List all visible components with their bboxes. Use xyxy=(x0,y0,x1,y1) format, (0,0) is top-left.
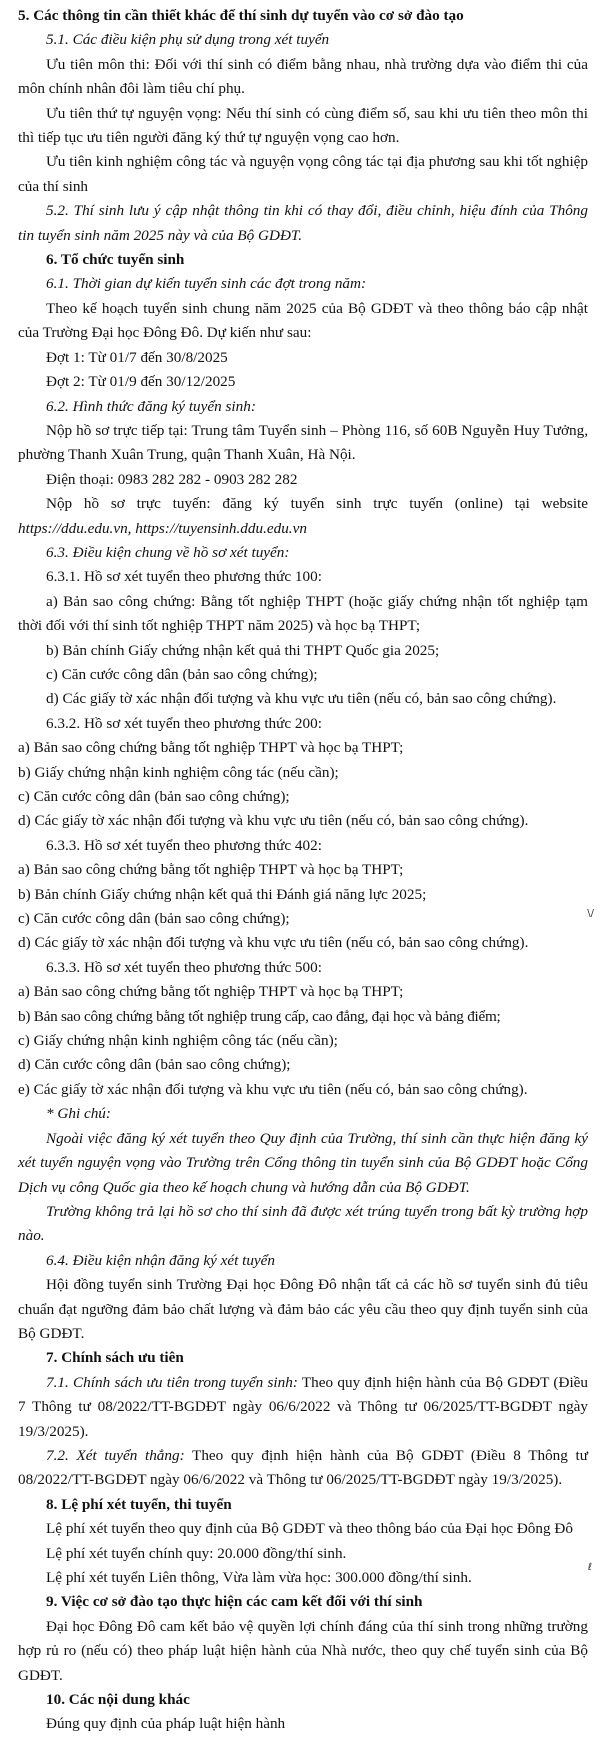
section-7-1-label: 7.1. Chính sách ưu tiên trong tuyển sinh: xyxy=(46,1373,298,1391)
section-6-2-heading: 6.2. Hình thức đăng ký tuyển sinh: xyxy=(46,397,256,415)
section-8-heading: 8. Lệ phí xét tuyển, thi tuyển xyxy=(46,1495,232,1513)
method-200-item-d: d) Các giấy tờ xác nhận đối tượng và khu vực ưu tiên (nếu có, bản sao công chứng). xyxy=(18,812,529,830)
section-6-4-heading: 6.4. Điều kiện nhận đăng ký xét tuyển xyxy=(46,1251,275,1269)
website-links: https://ddu.edu.vn, https://tuyensinh.ddu.edu.vn xyxy=(18,519,307,537)
method-500-item-e: e) Các giấy tờ xác nhận đối tượng và khu vực ưu tiên (nếu có, bản sao công chứng). xyxy=(18,1080,528,1098)
method-500-item-b: b) Bản sao công chứng bằng tốt nghiệp trung cấp, cao đẳng, đại học và bảng điểm; xyxy=(18,1007,501,1025)
method-200-item-b: b) Giấy chứng nhận kinh nghiệm công tác (nếu cần); xyxy=(18,763,339,781)
method-500-item-c: c) Giấy chứng nhận kinh nghiệm công tác (nếu cần); xyxy=(18,1032,338,1050)
section-6-3-heading: 6.3. Điều kiện chung về hồ sơ xét tuyển: xyxy=(46,543,290,561)
paragraph-fee-regular: Lệ phí xét tuyển chính quy: 20.000 đồng/thí sinh. xyxy=(46,1544,347,1562)
section-10-heading: 10. Các nội dung khác xyxy=(46,1691,190,1709)
section-7-2-text: Theo quy định hiện hành của Bộ GDĐT (Điều 8 Thông tư 08/2022/TT-BGDĐT ngày 06/6/2022 và Thông tư 06/2025/TT-BGDĐT ngày 19/3/2025). xyxy=(18,1446,589,1489)
method-100-item-a: a) Bản sao công chứng: Bằng tốt nghiệp THPT (hoặc giấy chứng nhận tốt nghiệp tạm thời đối với thí sinh tốt nghiệp THPT năm 2025) và học bạ THPT; xyxy=(18,592,588,635)
paragraph-submit-direct: Nộp hồ sơ trực tiếp tại: Trung tâm Tuyển sinh – Phòng 116, số 60B Nguyễn Huy Tưởng, phường Thanh Xuân Trung, quận Thanh Xuân, Hà Nội. xyxy=(18,421,588,464)
paragraph-other: Đúng quy định của pháp luật hiện hành xyxy=(46,1715,286,1733)
section-7-2-label: 7.2. Xét tuyển thẳng: xyxy=(46,1446,185,1464)
paragraph-priority-experience: Ưu tiên kinh nghiệm công tác và nguyện vọng công tác tại địa phương sau khi tốt nghiệp của thí sinh xyxy=(18,153,588,195)
section-6-3-1-heading: 6.3.1. Hồ sơ xét tuyển theo phương thức 100: xyxy=(46,568,322,586)
section-6-heading: 6. Tổ chức tuyển sinh xyxy=(46,251,185,269)
paragraph-priority-subject: Ưu tiên môn thi: Đối với thí sinh có điểm bằng nhau, nhà trường dựa vào điểm thi của môn chính nhân đôi làm tiêu chí phụ. xyxy=(18,55,588,98)
paragraph-commitment: Đại học Đông Đô cam kết bảo vệ quyền lợi chính đáng của thí sinh trong những trường hợp rủ ro (nếu có) theo pháp luật hiện hành của Nhà nước, theo quy chế tuyển sinh của Bộ GDĐT. xyxy=(18,1617,588,1684)
method-200-item-c: c) Căn cước công dân (bản sao công chứng); xyxy=(18,788,290,805)
section-6-3-3-heading-402: 6.3.3. Hồ sơ xét tuyển theo phương thức 402: xyxy=(46,836,322,854)
paragraph-council: Hội đồng tuyển sinh Trường Đại học Đông Đô nhận tất cả các hồ sơ tuyển sinh đủ tiêu chuẩn đạt ngưỡng đảm bảo chất lượng và đảm bảo các yêu cầu theo quy định tuyển sinh của Bộ GDĐT. xyxy=(18,1276,588,1342)
method-402-item-d: d) Các giấy tờ xác nhận đối tượng và khu vực ưu tiên (nếu có, bản sao công chứng). xyxy=(18,934,529,952)
section-5-1-heading: 5.1. Các điều kiện phụ sử dụng trong xét tuyển xyxy=(46,31,330,49)
margin-mark-1: \/ xyxy=(587,908,594,919)
paragraph-fee-transfer: Lệ phí xét tuyển Liên thông, Vừa làm vừa học: 300.000 đồng/thí sinh. xyxy=(46,1569,472,1586)
phone-numbers: Điện thoại: 0983 282 282 - 0903 282 282 xyxy=(46,470,298,488)
section-9-heading: 9. Việc cơ sở đào tạo thực hiện các cam kết đối với thí sinh xyxy=(46,1593,423,1611)
method-200-item-a: a) Bản sao công chứng bằng tốt nghiệp THPT và học bạ THPT; xyxy=(18,739,404,757)
section-7-1-paragraph xyxy=(18,1371,588,1444)
method-100-item-b: b) Bản chính Giấy chứng nhận kết quả thi THPT Quốc gia 2025; xyxy=(46,641,440,659)
method-402-item-a: a) Bản sao công chứng bằng tốt nghiệp THPT và học bạ THPT; xyxy=(18,861,404,879)
note-paragraph-2: Trường không trả lại hồ sơ cho thí sinh đã được xét trúng tuyển trong bất kỳ trường hợp nào. xyxy=(18,1202,588,1245)
section-5-2-note: 5.2. Thí sinh lưu ý cập nhật thông tin khi có thay đổi, điều chỉnh, hiệu đính của Thông tin tuyển sinh năm 2025 này và của Bộ GDĐT. xyxy=(18,202,588,244)
paragraph-submit-online: Nộp hồ sơ trực tuyến: đăng ký tuyển sinh trực tuyến (online) tại website xyxy=(46,495,588,513)
section-6-1-heading: 6.1. Thời gian dự kiến tuyển sinh các đợt trong năm: xyxy=(46,275,367,293)
section-5-heading: 5. Các thông tin cần thiết khác để thí sinh dự tuyển vào cơ sở đào tạo xyxy=(18,7,464,24)
paragraph-priority-order: Ưu tiên thứ tự nguyện vọng: Nếu thí sinh có cùng điểm số, sau khi ưu tiên theo môn thi thì tiếp tục ưu tiên người đăng ký thứ tự nguyện vọng cao hơn. xyxy=(18,104,588,147)
round-1: Đợt 1: Từ 01/7 đến 30/8/2025 xyxy=(46,348,228,366)
round-2: Đợt 2: Từ 01/9 đến 30/12/2025 xyxy=(46,373,236,391)
margin-mark-2: ℓ xyxy=(587,1562,592,1573)
section-7-1-text: Theo quy định hiện hành của Bộ GDĐT (Điều 7 Thông tư 08/2022/TT-BGDĐT ngày 06/6/2022 và Thông tư 06/2025/TT-BGDĐT ngày 19/3/2025). xyxy=(18,1373,589,1440)
method-402-item-c: c) Căn cước công dân (bản sao công chứng); xyxy=(18,910,290,928)
section-7-2-paragraph xyxy=(18,1444,588,1493)
note-heading: * Ghi chú: xyxy=(46,1105,111,1123)
section-6-3-3-heading-500: 6.3.3. Hồ sơ xét tuyển theo phương thức 500: xyxy=(46,958,322,976)
method-500-item-d: d) Căn cước công dân (bản sao công chứng); xyxy=(18,1056,291,1074)
method-100-item-c: c) Căn cước công dân (bản sao công chứng); xyxy=(46,665,318,683)
section-6-3-2-heading: 6.3.2. Hồ sơ xét tuyển theo phương thức 200: xyxy=(46,714,322,732)
note-paragraph-1: Ngoài việc đăng ký xét tuyển theo Quy định của Trường, thí sinh cần thực hiện đăng ký xét tuyển nguyện vọng vào Trường trên Cổng thông tin tuyển sinh của Bộ GDĐT hoặc Cổng Dịch vụ công Quốc gia theo kế hoạch chung và hướng dẫn của Bộ GDĐT. xyxy=(18,1129,588,1196)
paragraph-plan: Theo kế hoạch tuyển sinh chung năm 2025 của Bộ GDĐT và theo thông báo cập nhật của Trường Đại học Đông Đô. Dự kiến như sau: xyxy=(18,299,588,342)
section-7-heading: 7. Chính sách ưu tiên xyxy=(46,1349,184,1367)
method-100-item-d: d) Các giấy tờ xác nhận đối tượng và khu vực ưu tiên (nếu có, bản sao công chứng). xyxy=(46,690,557,708)
method-402-item-b: b) Bản chính Giấy chứng nhận kết quả thi Đánh giá năng lực 2025; xyxy=(18,885,427,903)
paragraph-fee-rule: Lệ phí xét tuyển theo quy định của Bộ GDĐT và theo thông báo của Đại học Đông Đô xyxy=(46,1520,573,1538)
method-500-item-a: a) Bản sao công chứng bằng tốt nghiệp THPT và học bạ THPT; xyxy=(18,983,404,1001)
